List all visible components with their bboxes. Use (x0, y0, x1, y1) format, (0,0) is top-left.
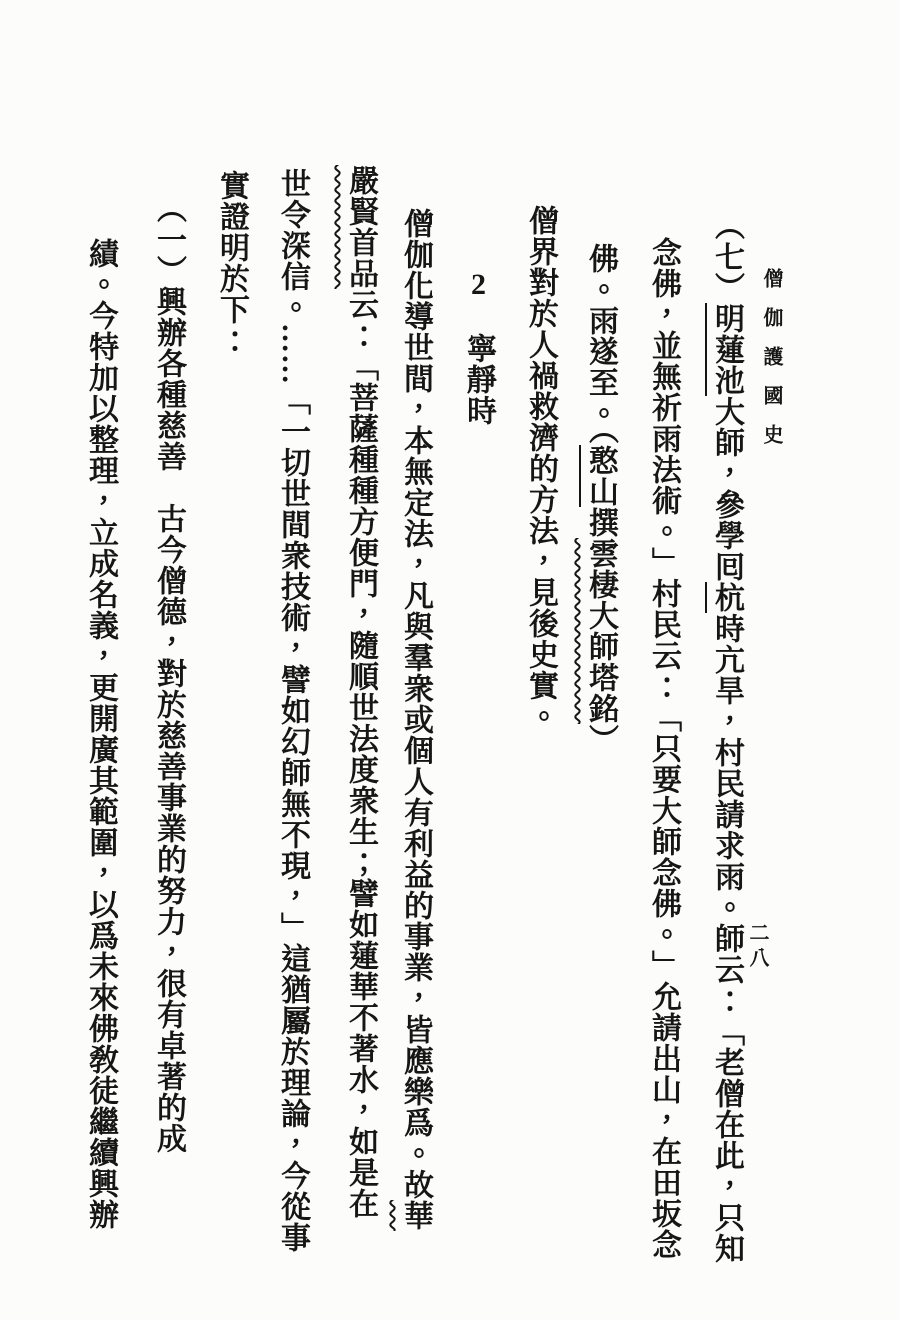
text-run: ） (584, 724, 617, 755)
text-run: 績。今特加以整理，立成名義，更開廣其範圍，以爲未來佛敎徒繼續興辦 (84, 238, 117, 1230)
section-heading (458, 268, 498, 426)
page-number: 二八 (746, 922, 768, 972)
text-column (148, 193, 188, 1154)
text-run: 云：「菩薩種種方便門，隨順世法度衆生；譬如蓮華不著水，如是在 (344, 289, 377, 1219)
text-column (211, 170, 251, 356)
text-column (395, 208, 435, 1231)
text-run: 大師，參學囘 (710, 396, 743, 582)
text-column (80, 238, 120, 1230)
text-run: 世令深信。……「一切世間衆技術，譬如幻師無不現，」這猶屬於理論，今從事 (276, 168, 309, 1253)
proper-noun-mark: 明蓮池 (710, 303, 743, 396)
book-title-mark: 雲棲大師塔銘 (584, 538, 617, 724)
text-column (706, 210, 746, 1264)
text-run: 撰 (584, 507, 617, 538)
text-column (643, 237, 683, 1260)
text-run: 2 寧靜時 (462, 268, 495, 426)
text-run: （七） (710, 210, 743, 303)
text-run: 實證明於下： (215, 170, 248, 356)
book-title-mark: 嚴賢首品 (344, 165, 377, 289)
text-run: 念佛，並無祈雨法術。」村民云：「只要大師念佛。」允請出山，在田坂念 (647, 237, 680, 1260)
text-run: （一）興辦各種慈善 古今僧德，對於慈善事業的努力，很有卓著的成 (152, 193, 185, 1154)
text-column (580, 243, 620, 755)
text-run: 僧伽化導世間，本無定法，凡與羣衆或個人有利益的事業，皆應樂爲。故 (399, 208, 432, 1200)
text-column (340, 165, 380, 1219)
proper-noun-mark: 憨山 (584, 445, 617, 507)
running-title: 僧伽護國史 (760, 268, 782, 463)
text-run: 佛。雨遂至。（ (584, 243, 617, 445)
text-run: 時亢旱，村民請求雨。師云：「老僧在此，只知 (710, 613, 743, 1264)
text-column (520, 205, 560, 732)
book-title-mark: 華 (399, 1200, 432, 1231)
text-run: 僧界對於人禍救濟的方法，見後史實。 (524, 205, 557, 732)
text-column (272, 168, 312, 1253)
proper-noun-mark: 杭 (710, 582, 743, 613)
